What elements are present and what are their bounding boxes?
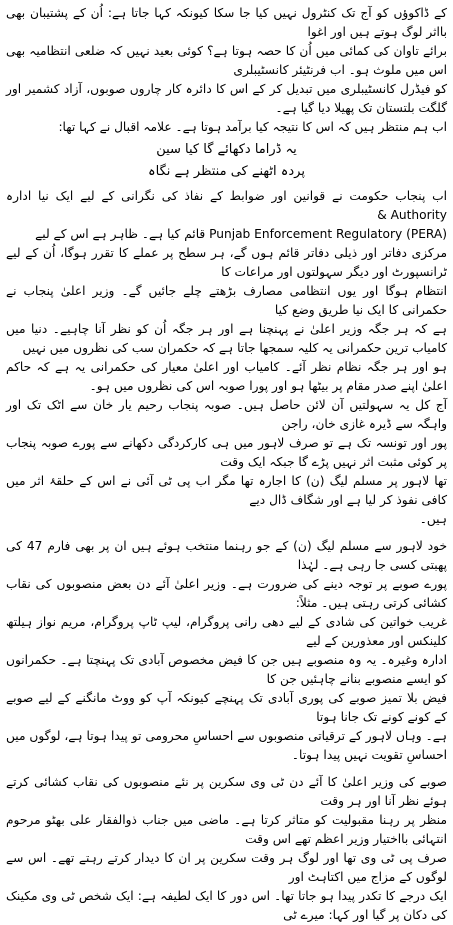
poem-couplet — [6, 139, 447, 183]
poem-line-1: یہ ڈراما دکھائے گا کیا سین — [156, 142, 297, 157]
paragraph-4: صوبے کی وزیر اعلیٰ کا آئے دن ٹی وی سکرین پر نئے منصوبوں کی نقاب کشائی کرتے ہوئے نظر آنا اور ہر وقت منظر پر رہنا مقبولیت کو متاثر کرتا ہے۔ ماضی میں جناب ذوالفقار علی بھٹو مرحوم انتہائی بااختیار وزیر اعظم تھے اس وقت صرف پی ٹی وی تھا اور لوگ ہر وقت سکرین پر ان کا دیدار کرتے رہتے تھے۔ اس سے لوگوں کے مزاج میں اکتاہٹ اور ایک درجے کا تکدر پیدا ہو جاتا تھا۔ اس دور کا ایک لطیفہ ہے: ایک شخص ٹی وی مکینک کی دکان پر گیا اور کہا: میرے ٹی — [6, 775, 447, 922]
poem-line-2: پردہ اٹھنے کی منتظر ہے نگاہ — [148, 164, 305, 179]
paragraph-1: کے ڈاکوؤں کو آج تک کنٹرول نہیں کیا جا سکا کیونکہ کہا جاتا ہے: اُن کے پشتیبان بھی بااثر لوگ ہوتے ہیں اور اغوا برائے تاوان کی کمائی میں اُن کا حصہ ہوتا ہے؟ کوئی بعید نہیں کہ ضلعی انتظامیہ بھی اس میں ملوث ہو۔ اب فرنٹیئر کانسٹیبلری کو فیڈرل کانسٹیبلری میں تبدیل کر کے اس کا دائرہ کار چاروں صوبوں، آزاد کشمیر اور گلگت بلتستان تک پھیلا دیا گیا ہے۔ اب ہم منتظر ہیں کہ اس کا نتیجہ کیا برآمد ہوتا ہے۔ علامہ اقبال نے کہا تھا: — [6, 6, 447, 134]
paragraph-3: خود لاہور سے مسلم لیگ (ن) کے جو رہنما منتخب ہوئے ہیں ان پر بھی فارم 47 کی پھبتی کسی جا رہی ہے۔ لہٰذا پورے صوبے پر توجہ دینے کی ضرورت ہے۔ وزیر اعلیٰ آئے دن بعض منصوبوں کی نقاب کشائی کرتی رہتی ہیں۔ مثلاً: غریب خواتین کی شادی کے لیے دھی رانی پروگرام، لیپ ٹاپ پروگرام، مریم نواز ہیلتھ کلینکس اور معذورین کے لیے ادارہ وغیرہ۔ یہ وہ منصوبے ہیں جن کا فیض مخصوص آبادی تک پہنچتا ہے۔ حکمرانوں کو ایسے منصوبے بنانے چاہئیں جن کا فیض بلا تمیز صوبے کی پوری آبادی تک پہنچے کیونکہ آپ کو ووٹ مانگنے کے لیے صوبے کے کونے کونے تک جانا ہوتا ہے۔ وہاں لاہور کے ترقیاتی منصوبوں سے احساسِ محرومی تو پیدا ہوتا ہے، لوگوں میں احساسِ تقویت نہیں پیدا ہوتا۔ — [6, 539, 447, 762]
paragraph-2: اب پنجاب حکومت نے قوانین اور ضوابط کے نفاذ کی نگرانی کے لیے ایک نیا ادارہ Authority & (PERA) Punjab Enforcement Regulatory قائم کیا ہے۔ ظاہر ہے اس کے لیے مرکزی دفاتر اور ذیلی دفاتر قائم ہوں گے، ہر سطح پر عملے کا تقرر ہوگا، اُن کے لیے ٹرانسپورٹ اور دیگر سہولتوں اور مراعات کا انتظام ہوگا اور یوں انتظامی مصارف بڑھتے چلے جائیں گے۔ وزیر اعلیٰ پنجاب نے حکمرانی کا ایک نیا طریق وضع کیا ہے کہ ہر جگہ وزیر اعلیٰ نے پہنچنا ہے اور ہر جگہ اُن کو نظر آنا چاہیے۔ دنیا میں کامیاب ترین حکمرانی یہ کلیہ سمجھا جاتا ہے کہ حکمران سب کی نظروں میں نہیں ہو اور ہر جگہ نظام نظر آئے۔ کامیاب اور اعلیٰ معیار کی حکمرانی یہ ہے کہ حاکم اعلیٰ اپنے صدر مقام پر بیٹھا ہو اور پورا صوبہ اس کی نظروں میں ہو۔ آج کل یہ سہولتیں آن لائن حاصل ہیں۔ صوبہ پنجاب رحیم یار خان سے اٹک تک اور واہگہ سے ڈیرہ غازی خان، راجن پور اور تونسہ تک ہے تو صرف لاہور میں ہی کارکردگی دکھانے سے پورے صوبہ پنجاب پر کوئی مثبت اثر نہیں پڑے گا جبکہ ایک وقت تھا لاہور پر مسلم لیگ (ن) کا اجارہ تھا مگر اب پی ٹی آئی نے اس کے حلقۂ اثر میں کافی نفوذ کر لیا ہے اور شگاف ڈال دیے ہیں۔ — [6, 189, 447, 526]
